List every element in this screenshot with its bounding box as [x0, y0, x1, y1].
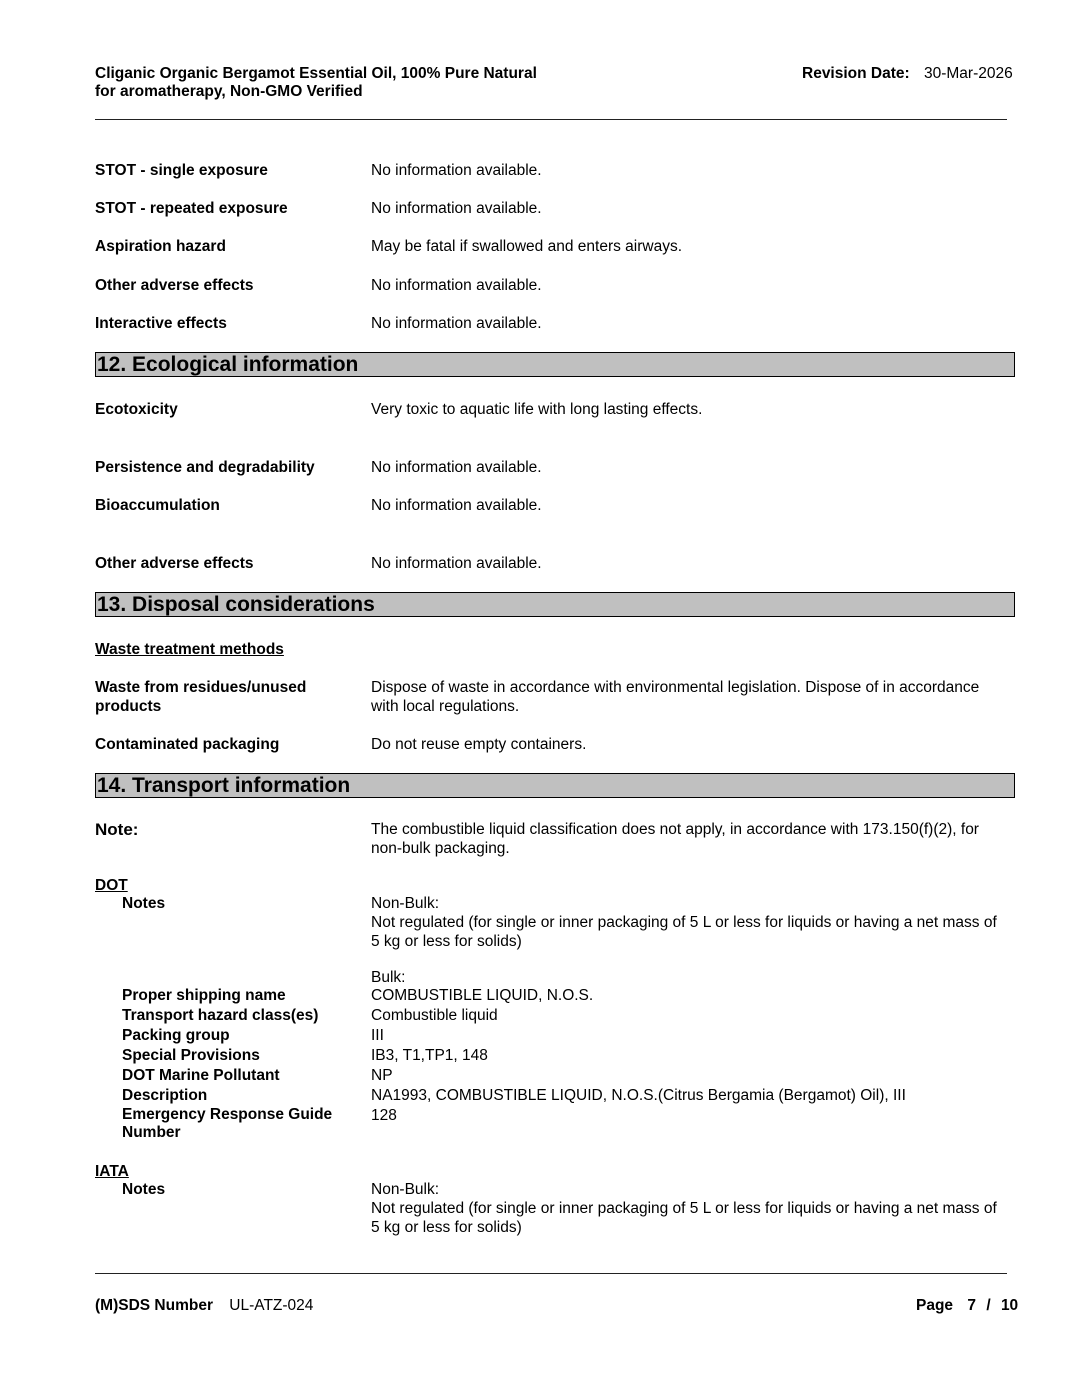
stot-repeated-value: No information available.	[371, 200, 542, 217]
sds-number	[95, 1297, 313, 1315]
sds-number-value: UL-ATZ-024	[229, 1297, 314, 1314]
iata-notreg-line1: Not regulated (for single or inner packaging of 5 L or less for liquids or having a net mass of	[371, 1200, 997, 1217]
product-title-line2: for aromatherapy, Non-GMO Verified	[95, 83, 363, 100]
persistence-value: No information available.	[371, 459, 542, 476]
waste-residues-label-line1: Waste from residues/unused	[95, 679, 307, 696]
erg-number-label	[122, 1106, 332, 1142]
iata-notes-label: Notes	[122, 1181, 166, 1198]
shipping-name-value: COMBUSTIBLE LIQUID, N.O.S.	[371, 987, 594, 1004]
stot-single-value: No information available.	[371, 162, 542, 179]
dot-heading: DOT	[95, 877, 128, 894]
erg-number-value: 128	[371, 1107, 397, 1124]
ecotoxicity-label: Ecotoxicity	[95, 401, 178, 418]
section-13-heading: 13. Disposal considerations	[95, 592, 1015, 617]
marine-pollutant-value: NP	[371, 1067, 393, 1084]
packing-group-label: Packing group	[122, 1027, 230, 1044]
transport-note-value	[371, 820, 1021, 858]
page-label: Page	[916, 1297, 954, 1314]
revision-date-value: 30-Mar-2026	[923, 65, 1013, 82]
transport-note-label: Note:	[95, 820, 139, 839]
section-14-heading: 14. Transport information	[95, 773, 1015, 798]
dot-notreg-line2: 5 kg or less for solids)	[371, 933, 522, 950]
interactive-effects-label: Interactive effects	[95, 315, 227, 332]
marine-pollutant-label: DOT Marine Pollutant	[122, 1067, 280, 1084]
waste-residues-value	[371, 678, 1021, 716]
iata-notes-value	[371, 1180, 1021, 1237]
section-12-heading: 12. Ecological information	[95, 352, 1015, 377]
product-title	[95, 65, 537, 101]
contaminated-packaging-value: Do not reuse empty containers.	[371, 736, 587, 753]
page-current: 7	[967, 1297, 976, 1314]
hazard-class-value: Combustible liquid	[371, 1007, 498, 1024]
ecotoxicity-value: Very toxic to aquatic life with long lasting effects.	[371, 401, 703, 418]
other-effects-value: No information available.	[371, 277, 542, 294]
dot-notes-label: Notes	[122, 895, 166, 912]
product-title-line1: Cliganic Organic Bergamot Essential Oil, 100% Pure Natural	[95, 65, 537, 82]
shipping-name-label: Proper shipping name	[122, 987, 286, 1004]
dot-notreg-line1: Not regulated (for single or inner packaging of 5 L or less for liquids or having a net mass of	[371, 914, 997, 931]
transport-note-line1: The combustible liquid classification does not apply, in accordance with 173.150(f)(2), for	[371, 821, 979, 838]
footer-divider	[95, 1273, 1007, 1274]
aspiration-label: Aspiration hazard	[95, 238, 226, 255]
special-provisions-value: IB3, T1,TP1, 148	[371, 1047, 488, 1064]
stot-single-label: STOT - single exposure	[95, 162, 268, 179]
bioaccumulation-label: Bioaccumulation	[95, 497, 220, 514]
description-value: NA1993, COMBUSTIBLE LIQUID, N.O.S.(Citrus Bergamia (Bergamot) Oil), III	[371, 1087, 906, 1104]
iata-notreg-line2: 5 kg or less for solids)	[371, 1219, 522, 1236]
other-effects-label: Other adverse effects	[95, 277, 254, 294]
sds-number-label: (M)SDS Number	[95, 1297, 213, 1314]
persistence-label: Persistence and degradability	[95, 459, 315, 476]
waste-treatment-heading: Waste treatment methods	[95, 641, 284, 658]
packing-group-value: III	[371, 1027, 384, 1044]
hazard-class-label: Transport hazard class(es)	[122, 1007, 319, 1024]
eco-other-effects-value: No information available.	[371, 555, 542, 572]
dot-bulk: Bulk:	[371, 969, 406, 986]
waste-residues-value-line2: with local regulations.	[371, 698, 520, 715]
eco-other-effects-label: Other adverse effects	[95, 555, 254, 572]
aspiration-value: May be fatal if swallowed and enters airways.	[371, 238, 683, 255]
page-indicator	[916, 1297, 1018, 1315]
transport-note-line2: non-bulk packaging.	[371, 840, 510, 857]
iata-heading: IATA	[95, 1163, 129, 1180]
stot-repeated-label: STOT - repeated exposure	[95, 200, 288, 217]
interactive-effects-value: No information available.	[371, 315, 542, 332]
page-total: 10	[1000, 1297, 1019, 1314]
erg-number-label-line1: Emergency Response Guide	[122, 1106, 333, 1123]
waste-residues-label-line2: products	[95, 698, 162, 715]
contaminated-packaging-label: Contaminated packaging	[95, 736, 280, 753]
revision-date	[802, 65, 1013, 83]
waste-residues-label	[95, 678, 306, 716]
description-label: Description	[122, 1087, 208, 1104]
special-provisions-label: Special Provisions	[122, 1047, 260, 1064]
waste-residues-value-line1: Dispose of waste in accordance with environmental legislation. Dispose of in accordance	[371, 679, 980, 696]
dot-notes-value	[371, 894, 1021, 951]
erg-number-label-line2: Number	[122, 1124, 181, 1141]
page-separator: /	[986, 1297, 991, 1314]
bioaccumulation-value: No information available.	[371, 497, 542, 514]
header-divider	[95, 119, 1007, 120]
revision-date-label: Revision Date:	[802, 65, 910, 82]
dot-nonbulk: Non-Bulk:	[371, 895, 440, 912]
iata-nonbulk: Non-Bulk:	[371, 1181, 440, 1198]
